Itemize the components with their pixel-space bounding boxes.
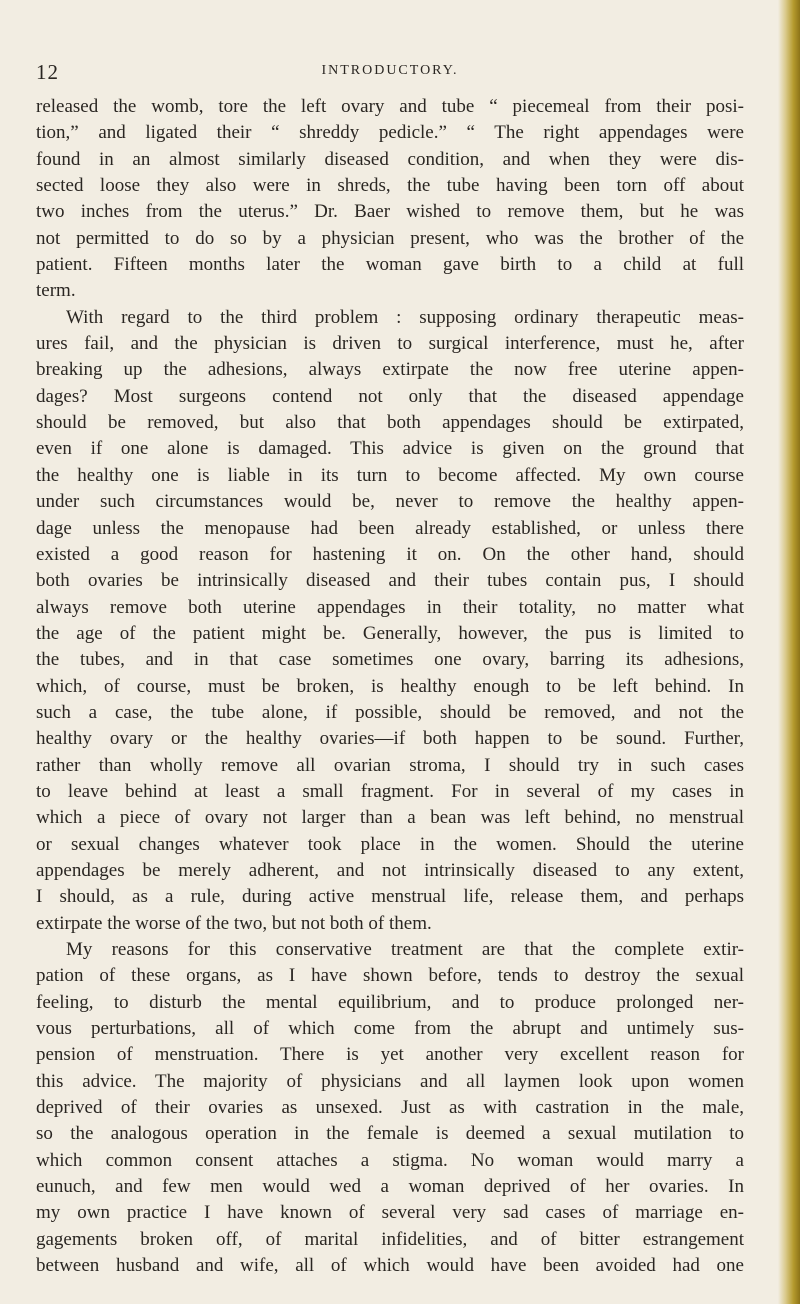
text-line: to leave behind at least a small fragment. For in several of my cases in	[36, 780, 744, 802]
text-line: this advice. The majority of physicians and all laymen look upon women	[36, 1070, 744, 1092]
text-line: existed a good reason for hastening it on. On the other hand, should	[36, 543, 744, 565]
running-title: INTRODUCTORY.	[321, 63, 459, 78]
text-line: which common consent attaches a stigma. No woman would marry a	[36, 1149, 744, 1171]
text-line: or sexual changes whatever took place in the women. Should the uterine	[36, 833, 744, 855]
text-line: pension of menstruation. There is yet another very excellent reason for	[36, 1044, 744, 1066]
text-line: the age of the patient might be. Generally, however, the pus is limited to	[36, 622, 744, 644]
text-line: always remove both uterine appendages in their totality, no matter what	[36, 596, 744, 618]
text-line: under such circumstances would be, never to remove the healthy appen-	[36, 491, 744, 513]
text-line: feeling, to disturb the mental equilibrium, and to produce prolonged ner-	[36, 991, 744, 1013]
text-line: My reasons for this conservative treatment are that the complete extir-	[66, 939, 744, 960]
text-line: which a piece of ovary not larger than a bean was left behind, no menstrual	[36, 807, 744, 829]
text-line: pation of these organs, as I have shown before, tends to destroy the sexual	[36, 965, 744, 987]
text-line: eunuch, and few men would wed a woman deprived of her ovaries. In	[36, 1176, 744, 1198]
text-line: not permitted to do so by a physician present, who was the brother of the	[36, 227, 744, 249]
text-line: ures fail, and the physician is driven to surgical interference, must he, after	[36, 333, 744, 355]
text-line: the healthy one is liable in its turn to become affected. My own course	[36, 464, 744, 486]
text-line: rather than wholly remove all ovarian stroma, I should try in such cases	[36, 754, 744, 776]
text-line: healthy ovary or the healthy ovaries—if both happen to be sound. Further,	[36, 728, 744, 750]
text-line: With regard to the third problem : supposing ordinary therapeutic meas-	[66, 306, 744, 328]
text-line: between husband and wife, all of which would have been avoided had one	[36, 1255, 744, 1277]
text-line: vous perturbations, all of which come from the abrupt and untimely sus-	[36, 1018, 744, 1040]
text-line: should be removed, but also that both appendages should be extirpated,	[36, 412, 744, 434]
text-line: tion,” and ligated their “ shreddy pedicle.” “ The right appendages were	[36, 122, 744, 144]
text-line: two inches from the uterus.” Dr. Baer wished to remove them, but he was	[36, 201, 744, 223]
text-line: which, of course, must be broken, is healthy enough to be left behind. In	[36, 675, 744, 697]
text-line: found in an almost similarly diseased condition, and when they were dis-	[36, 148, 744, 170]
text-line: sected loose they also were in shreds, the tube having been torn off about	[36, 175, 744, 197]
text-line: released the womb, tore the left ovary and tube “ piecemeal from their posi-	[36, 96, 744, 117]
text-line: so the analogous operation in the female is deemed a sexual mutilation to	[36, 1123, 744, 1145]
text-line: the tubes, and in that case sometimes one ovary, barring its adhesions,	[36, 649, 744, 671]
text-line: my own practice I have known of several very sad cases of marriage en-	[36, 1202, 744, 1224]
text-line: dages? Most surgeons contend not only that the diseased appendage	[36, 385, 744, 407]
text-line: dage unless the menopause had been already established, or unless there	[36, 517, 744, 539]
text-line: gagements broken off, of marital infidelities, and of bitter estrangement	[36, 1228, 744, 1250]
page-edge	[778, 0, 800, 1304]
text-line: term.	[36, 280, 76, 302]
text-line: patient. Fifteen months later the woman gave birth to a child at full	[36, 254, 744, 276]
text-line: even if one alone is damaged. This advice is given on the ground that	[36, 438, 744, 460]
text-line: deprived of their ovaries as unsexed. Just as with castration in the male,	[36, 1097, 744, 1119]
text-line: such a case, the tube alone, if possible, should be removed, and not the	[36, 701, 744, 723]
text-line: appendages be merely adherent, and not intrinsically diseased to any extent,	[36, 859, 744, 881]
running-head	[36, 60, 744, 84]
page-number: 12	[36, 60, 59, 84]
text-line: I should, as a rule, during active menstrual life, release them, and perhaps	[36, 886, 744, 908]
text-line: extirpate the worse of the two, but not both of them.	[36, 912, 432, 934]
text-line: breaking up the adhesions, always extirpate the now free uterine appen-	[36, 359, 744, 381]
text-line: both ovaries be intrinsically diseased and their tubes contain pus, I should	[36, 570, 744, 592]
body-text	[36, 94, 744, 1279]
